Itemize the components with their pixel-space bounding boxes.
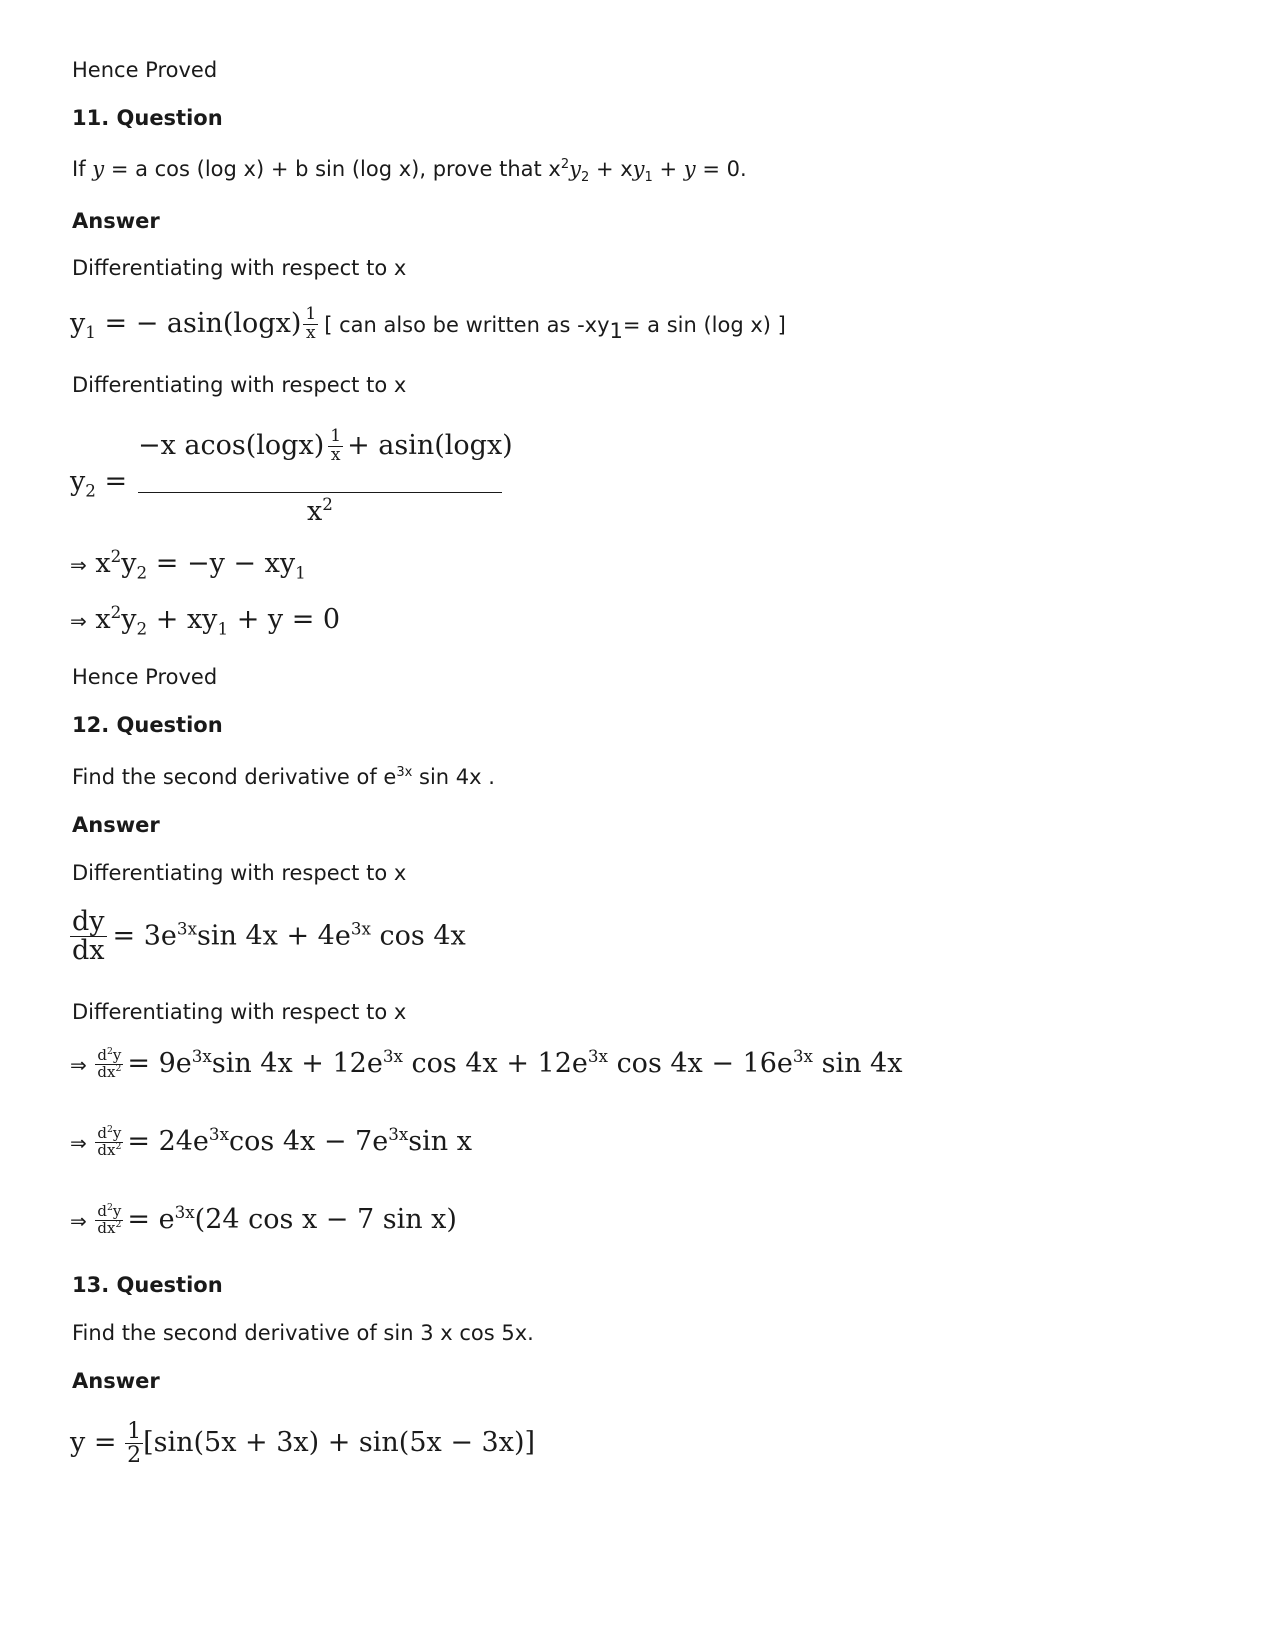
equation-second-derivative-1: ⇒ $\frac{d^2y}{dx^2}$ = $9e^{3x}\sin$ $4x + 12e^{3x}$ $\cos 4x + 12e^{3x}$ $\cos 4x - 16e^{3x}$ sin 4x: [70, 1046, 903, 1081]
hence-proved-text: Hence Proved: [72, 58, 218, 82]
equation-y2-lhs: $y_2$ =: [70, 466, 128, 501]
answer-label: Answer: [72, 209, 160, 233]
equation-dydx: $\frac{dy}{dx}$ = $3e^{3x}\sin$ $4x + 4e^{3x}$ cos 4x: [72, 906, 466, 967]
equation-y2-numerator: −x acos(logx) $\frac{1}{x}$ + asin(logx): [138, 426, 513, 465]
equation-implies-2: ⇒ $x^2y_2 + xy_1 + y = 0$: [70, 602, 341, 639]
step-text: Differentiating with respect to x: [72, 373, 407, 397]
equation-y1: $y_1$ = − asin(logx) $\frac{1}{x}$ [ can also be written as $-xy_1= a$ sin (log x) ]: [70, 304, 786, 344]
hence-proved-text: Hence Proved: [72, 665, 218, 689]
answer-label: Answer: [72, 813, 160, 837]
equation-second-derivative-2: ⇒ $\frac{d^2y}{dx^2}$ = $24e^{3x}\cos$ $4x - 7e^{3x}\sin$ x: [70, 1124, 472, 1159]
answer-label: Answer: [72, 1369, 160, 1393]
question-11-heading: 11. Question: [72, 106, 223, 130]
question-13-heading: 13. Question: [72, 1273, 223, 1297]
step-text: Differentiating with respect to x: [72, 1000, 407, 1024]
step-text: Differentiating with respect to x: [72, 256, 407, 280]
equation-second-derivative-3: ⇒ $\frac{d^2y}{dx^2}$ = $e^{3x}(24$ cos x − 7 sin x): [70, 1202, 457, 1237]
question-12-heading: 12. Question: [72, 713, 223, 737]
question-11-text: If y = a cos (log x) + b sin (log x), prove that $x^2y_2 + xy_1 + y = 0$.: [72, 157, 747, 186]
step-text: Differentiating with respect to x: [72, 861, 407, 885]
equation-y13: y = $\frac{1}{2}$ [sin(5x + 3x) + sin(5x − 3x)]: [70, 1419, 536, 1469]
equation-y2-denominator: $x^2$: [307, 494, 333, 527]
question-13-text: Find the second derivative of sin 3 x cos 5x.: [72, 1321, 534, 1345]
fraction-bar: [138, 492, 502, 493]
equation-implies-1: ⇒ $x^2y_2 = -y - xy_1$: [70, 546, 306, 583]
question-12-text: Find the second derivative of $e^{3x}$ sin 4x .: [72, 765, 495, 789]
